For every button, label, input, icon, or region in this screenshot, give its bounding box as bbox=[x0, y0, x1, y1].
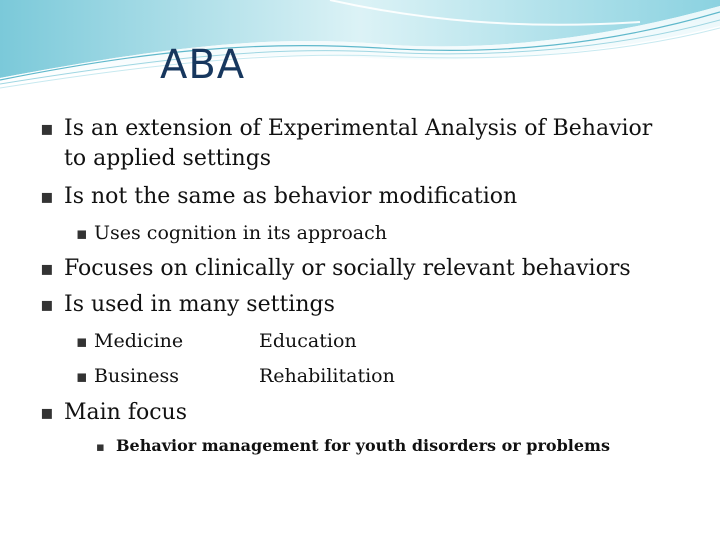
bullet-marker: ▪ bbox=[96, 440, 105, 455]
bullet-text: Uses cognition in its approach bbox=[94, 222, 388, 244]
sub-bullet-medicine bbox=[76, 332, 183, 351]
bullet-many-settings bbox=[40, 294, 335, 316]
setting-rehabilitation: Rehabilitation bbox=[259, 365, 395, 387]
bullet-not-behavior-modification bbox=[40, 186, 517, 208]
bullet-marker: ▪ bbox=[40, 116, 54, 140]
bullet-marker: ▪ bbox=[40, 292, 54, 316]
bullet-main-focus bbox=[40, 402, 187, 424]
bullet-text: Medicine bbox=[94, 330, 184, 352]
setting-education: Education bbox=[259, 330, 357, 352]
sub-bullet-business bbox=[76, 367, 179, 386]
bullet-text: Main focus bbox=[64, 400, 188, 425]
sub-bullet-behavior-management bbox=[96, 438, 610, 454]
slide-title: ABA bbox=[160, 42, 246, 88]
bullet-text: Is used in many settings bbox=[64, 292, 335, 317]
bullet-extension-continued: to applied settings bbox=[64, 146, 272, 171]
bullet-marker: ▪ bbox=[40, 256, 54, 280]
bullet-text: Behavior management for youth disorders or problems bbox=[116, 436, 610, 455]
bullet-marker: ▪ bbox=[76, 224, 88, 244]
bullet-marker: ▪ bbox=[76, 332, 88, 352]
bullet-marker: ▪ bbox=[76, 367, 88, 387]
bullet-text: Is an extension of Experimental Analysis of Behavior bbox=[64, 116, 653, 141]
bullet-text: Focuses on clinically or socially relevant behaviors bbox=[64, 256, 631, 281]
bullet-extension bbox=[40, 118, 652, 140]
bullet-marker: ▪ bbox=[40, 400, 54, 424]
bullet-marker: ▪ bbox=[40, 184, 54, 208]
sub-bullet-cognition bbox=[76, 224, 387, 243]
bullet-text: Is not the same as behavior modification bbox=[64, 184, 518, 209]
bullet-text: Business bbox=[94, 365, 180, 387]
bullet-clinically-relevant bbox=[40, 258, 631, 280]
